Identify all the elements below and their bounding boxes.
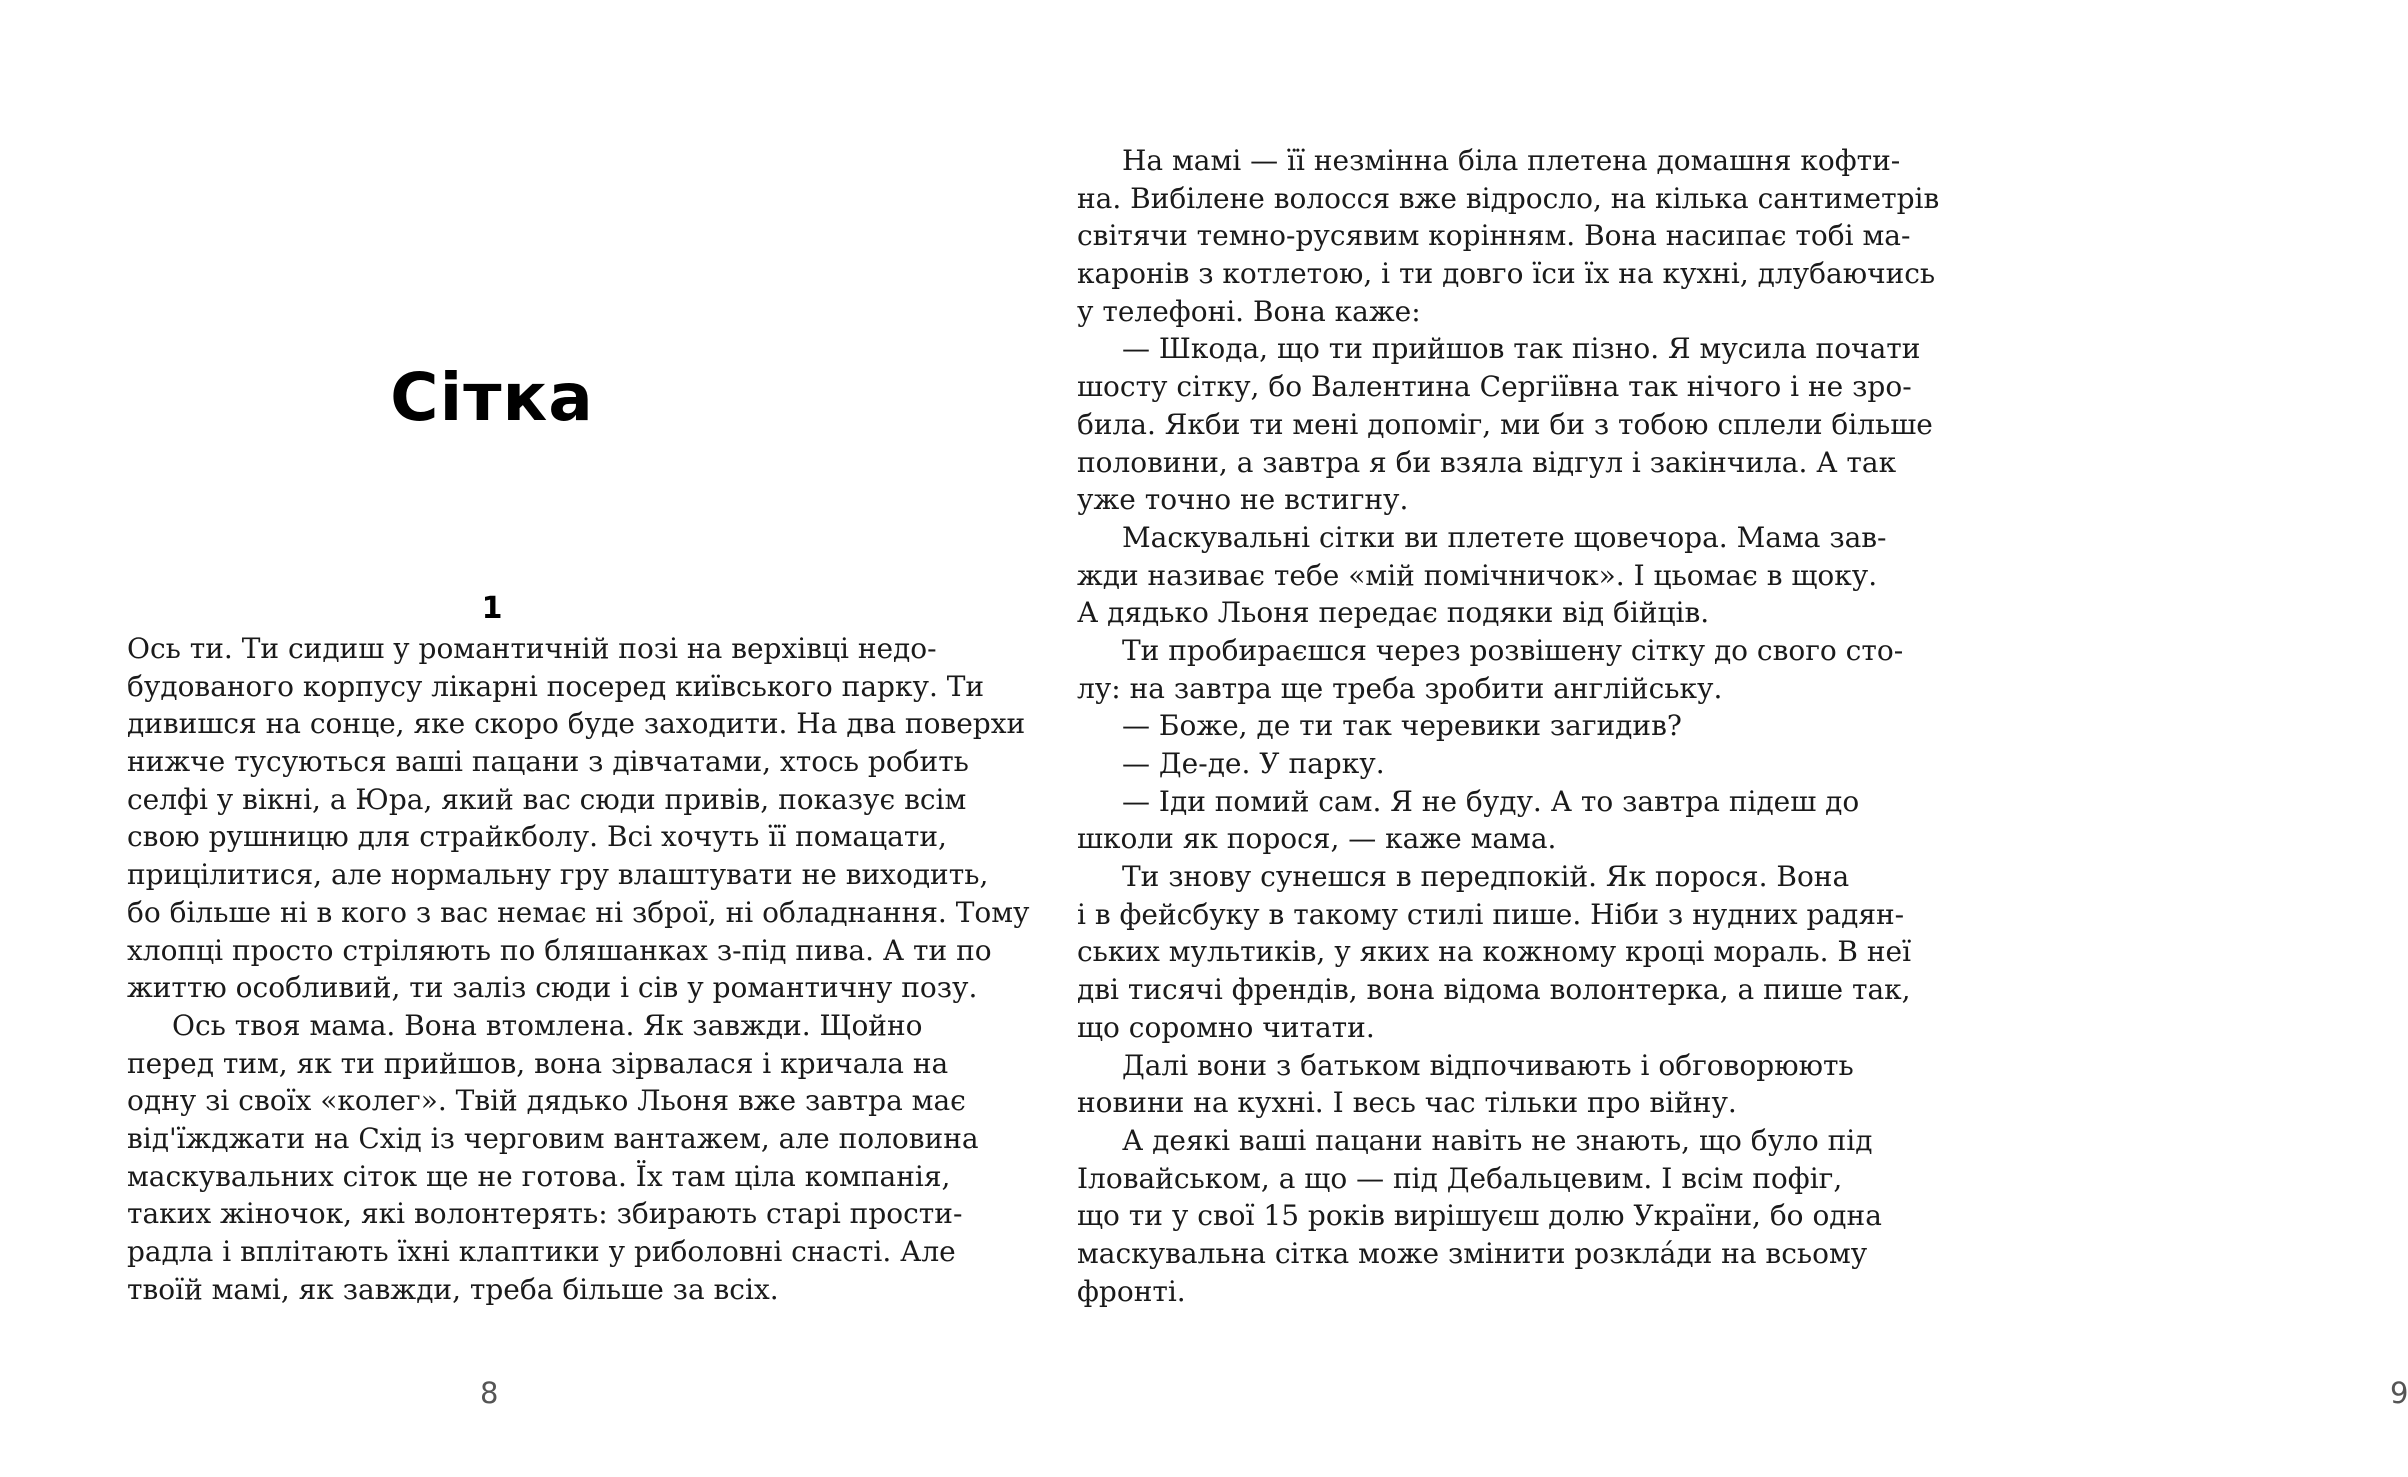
right-page-body-text [1077,142,1940,1310]
text-line: ських мультиків, у яких на кожному кроці мораль. В неї [1077,935,1912,969]
text-line: прицілитися, але нормальну гру влаштувати не виходить, [127,858,989,892]
text-line: і в фейсбуку в такому стилі пише. Ніби з нудних радян- [1077,897,1905,931]
text-line: школи як порося, — каже мама. [1077,822,1557,856]
text-line: дві тисячі френдів, вона відома волонтерка, а пише так, [1077,973,1911,1007]
text-line: нижче тусуються ваші пацани з дівчатами, хтось робить [127,745,969,779]
text-line: — Де-де. У парку. [1122,747,1385,780]
left-page-body-text [127,630,1030,1308]
text-line: Ось ти. Ти сидиш у романтичній позі на верхівці недо- [127,632,937,665]
section-number: 1 [481,591,503,626]
text-line: що соромно читати. [1077,1010,1375,1044]
text-line: Далі вони з батьком відпочивають і обговорюють [1122,1048,1854,1082]
text-line: — Іди помий сам. Я не буду. А то завтра підеш до [1122,784,1860,818]
text-line: уже точно не встигну. [1077,483,1409,517]
text-line: маскувальних сіток ще не готова. Їх там ціла компанія, [127,1159,951,1193]
text-line: хлопці просто стріляють по бляшанках з-під пива. А ти по [127,933,992,967]
text-line: бо більше ні в кого з вас немає ні зброї, ні обладнання. Тому [127,895,1030,929]
page-number-left: 8 [480,1376,499,1410]
text-line: від'їжджати на Схід із черговим вантажем, але половина [127,1121,979,1155]
text-line: фронті. [1077,1274,1186,1308]
text-line: каронів з котлетою, і ти довго їси їх на кухні, длубаючись [1077,257,1936,291]
text-line: лу: на завтра ще треба зробити англійську. [1077,671,1723,705]
text-line: Маскувальні сітки ви плетете щовечора. Мама зав- [1122,520,1887,554]
text-line: твоїй мамі, як завжди, треба більше за всіх. [127,1272,779,1306]
text-line: била. Якби ти мені допоміг, ми би з тобою сплели більше [1077,407,1933,441]
chapter-title: Сітка [390,359,594,436]
text-line: світячи темно-русявим корінням. Вона насипає тобі ма- [1077,219,1911,253]
text-line: життю особливий, ти заліз сюди і сів у романтичну позу. [127,971,978,1005]
text-line: свою рушницю для страйкболу. Всі хочуть її помацати, [127,820,947,854]
right-page [960,0,2408,1477]
text-line: А деякі ваші пацани навіть не знають, що було під [1122,1123,1873,1157]
text-line: Ти пробираєшся через розвішену сітку до свого сто- [1122,633,1904,667]
text-line: перед тим, як ти прийшов, вона зірвалася і кричала на [127,1046,949,1080]
page-number-right: 9 [2390,1376,2408,1410]
text-line: Ось твоя мама. Вона втомлена. Як завжди. Щойно [172,1008,923,1042]
text-line: На мамі — її незмінна біла плетена домашня кофти- [1122,144,1901,177]
text-line: у телефоні. Вона каже: [1077,294,1421,328]
text-line: будованого корпусу лікарні посеред київського парку. Ти [127,669,985,703]
text-line: радла і вплітають їхні клаптики у риболовні снасті. Але [127,1235,956,1268]
text-line: Ти знову сунешся в передпокій. Як порося. Вона [1122,860,1850,894]
text-line: маскувальна сітка може змінити розкла́ди на всьому [1077,1236,1868,1270]
text-line: жди називає тебе «мій помічничок». І цьомає в щоку. [1077,558,1878,592]
text-line: половини, а завтра я би взяла відгул і закінчила. А так [1077,445,1897,479]
text-line: одну зі своїх «колег». Твій дядько Льоня вже завтра має [127,1084,966,1118]
text-line: селфі у вікні, а Юра, який вас сюди привів, показує всім [127,782,967,816]
text-line: що ти у свої 15 років вирішуєш долю України, бо одна [1077,1199,1882,1233]
text-line: шосту сітку, бо Валентина Сергіївна так нічого і не зро- [1077,370,1912,404]
text-line: — Шкода, що ти прийшов так пізно. Я мусила почати [1122,332,1921,366]
text-line: новини на кухні. І весь час тільки про війну. [1077,1086,1737,1120]
text-line: на. Вибілене волосся вже відросло, на кілька сантиметрів [1077,181,1940,215]
text-line: — Боже, де ти так черевики загидив? [1122,709,1682,743]
text-line: таких жіночок, які волонтерять: збирають старі прости- [127,1197,963,1231]
text-line: А дядько Льоня передає подяки від бійців. [1077,596,1710,630]
left-page [0,0,1030,1477]
text-line: дивишся на сонце, яке скоро буде заходити. На два поверхи [127,707,1026,741]
text-line: Іловайськом, а що — під Дебальцевим. І всім пофіг, [1077,1161,1843,1195]
